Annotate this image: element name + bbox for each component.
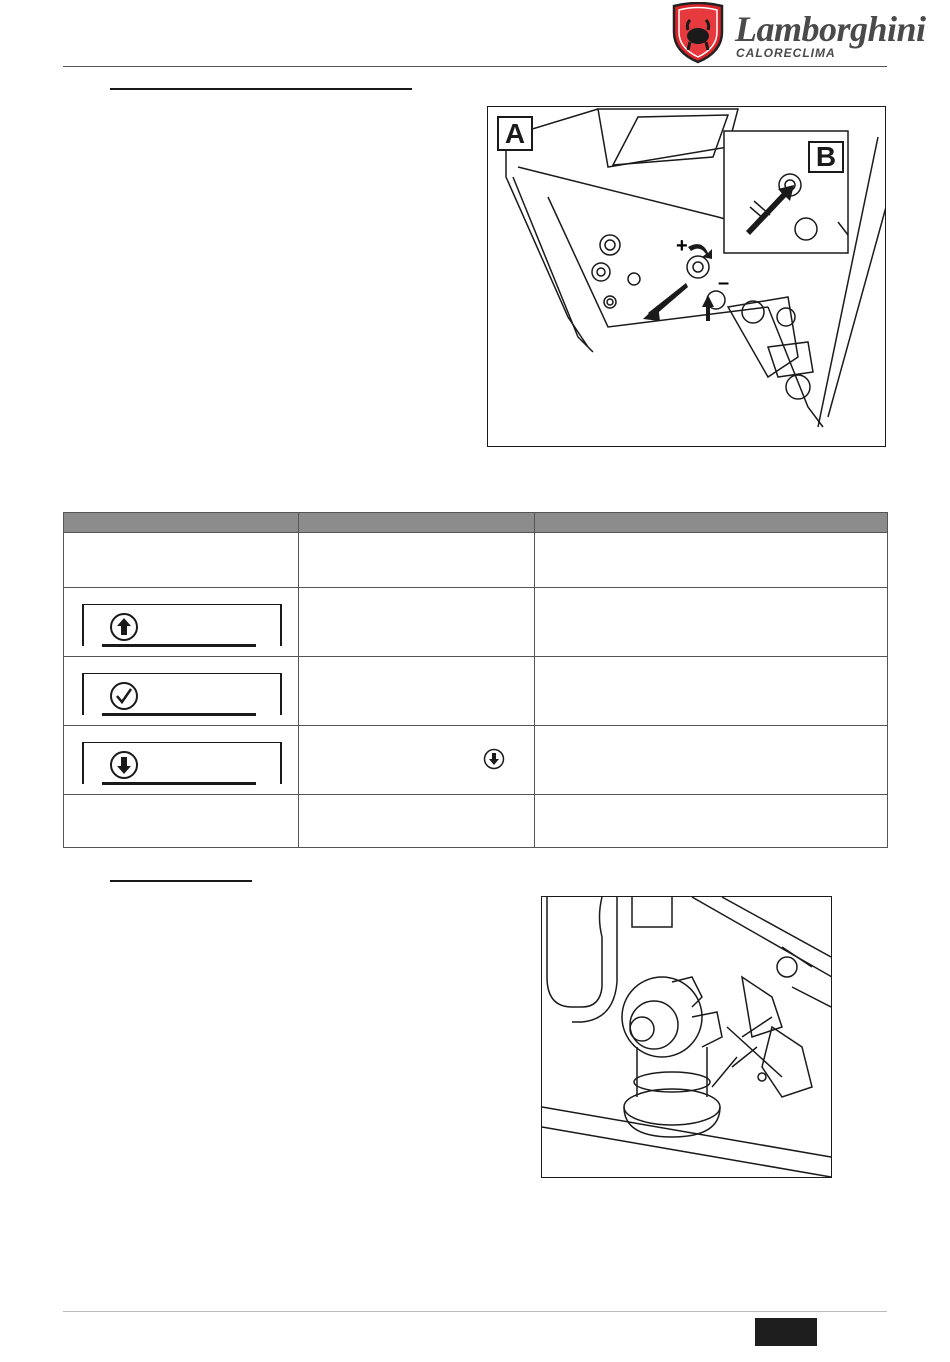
table-cell xyxy=(64,657,299,726)
section-heading-underline xyxy=(110,880,252,882)
table-header-row xyxy=(64,513,888,533)
table-row xyxy=(64,588,888,657)
table-cell xyxy=(64,795,299,848)
check-circle-icon xyxy=(109,681,139,711)
table-header-cell xyxy=(535,513,888,533)
table-cell xyxy=(299,726,535,795)
table-row xyxy=(64,533,888,588)
gas-valve-illustration xyxy=(542,897,831,1177)
down-arrow-circle-icon xyxy=(483,748,505,770)
table-cell xyxy=(535,588,888,657)
table-row xyxy=(64,795,888,848)
table-cell xyxy=(64,726,299,795)
table-row xyxy=(64,657,888,726)
table-cell xyxy=(299,533,535,588)
minus-sign: – xyxy=(718,272,730,294)
table-cell xyxy=(299,795,535,848)
down-arrow-circle-icon xyxy=(109,750,139,780)
section-heading-underline xyxy=(110,88,412,90)
figure-label-a: A xyxy=(497,116,533,151)
table-row xyxy=(64,726,888,795)
table-cell xyxy=(535,726,888,795)
table-cell xyxy=(535,795,888,848)
table-cell xyxy=(64,588,299,657)
table-header-cell xyxy=(64,513,299,533)
table-cell xyxy=(299,657,535,726)
table-cell xyxy=(535,533,888,588)
display-panel-up xyxy=(82,598,282,646)
page-number-tab xyxy=(755,1318,817,1346)
table-cell xyxy=(299,588,535,657)
figure-boiler-adjustment xyxy=(487,106,886,447)
up-arrow-circle-icon xyxy=(109,612,139,642)
table-cell xyxy=(535,657,888,726)
display-panel-down xyxy=(82,736,282,784)
lamborghini-bull-shield-icon xyxy=(670,2,726,64)
figure-gas-valve xyxy=(541,896,832,1178)
table-header-cell xyxy=(299,513,535,533)
brand-wordmark: Lamborghini xyxy=(735,9,926,49)
footer-divider xyxy=(63,1311,887,1312)
brand-logo xyxy=(670,2,726,64)
parameter-table xyxy=(63,512,888,848)
table-cell xyxy=(64,533,299,588)
display-panel-confirm xyxy=(82,667,282,715)
figure-label-b: B xyxy=(808,141,844,173)
plus-sign: + xyxy=(676,235,688,257)
header-divider xyxy=(63,66,887,67)
brand-subtitle: CALORECLIMA xyxy=(736,46,836,60)
